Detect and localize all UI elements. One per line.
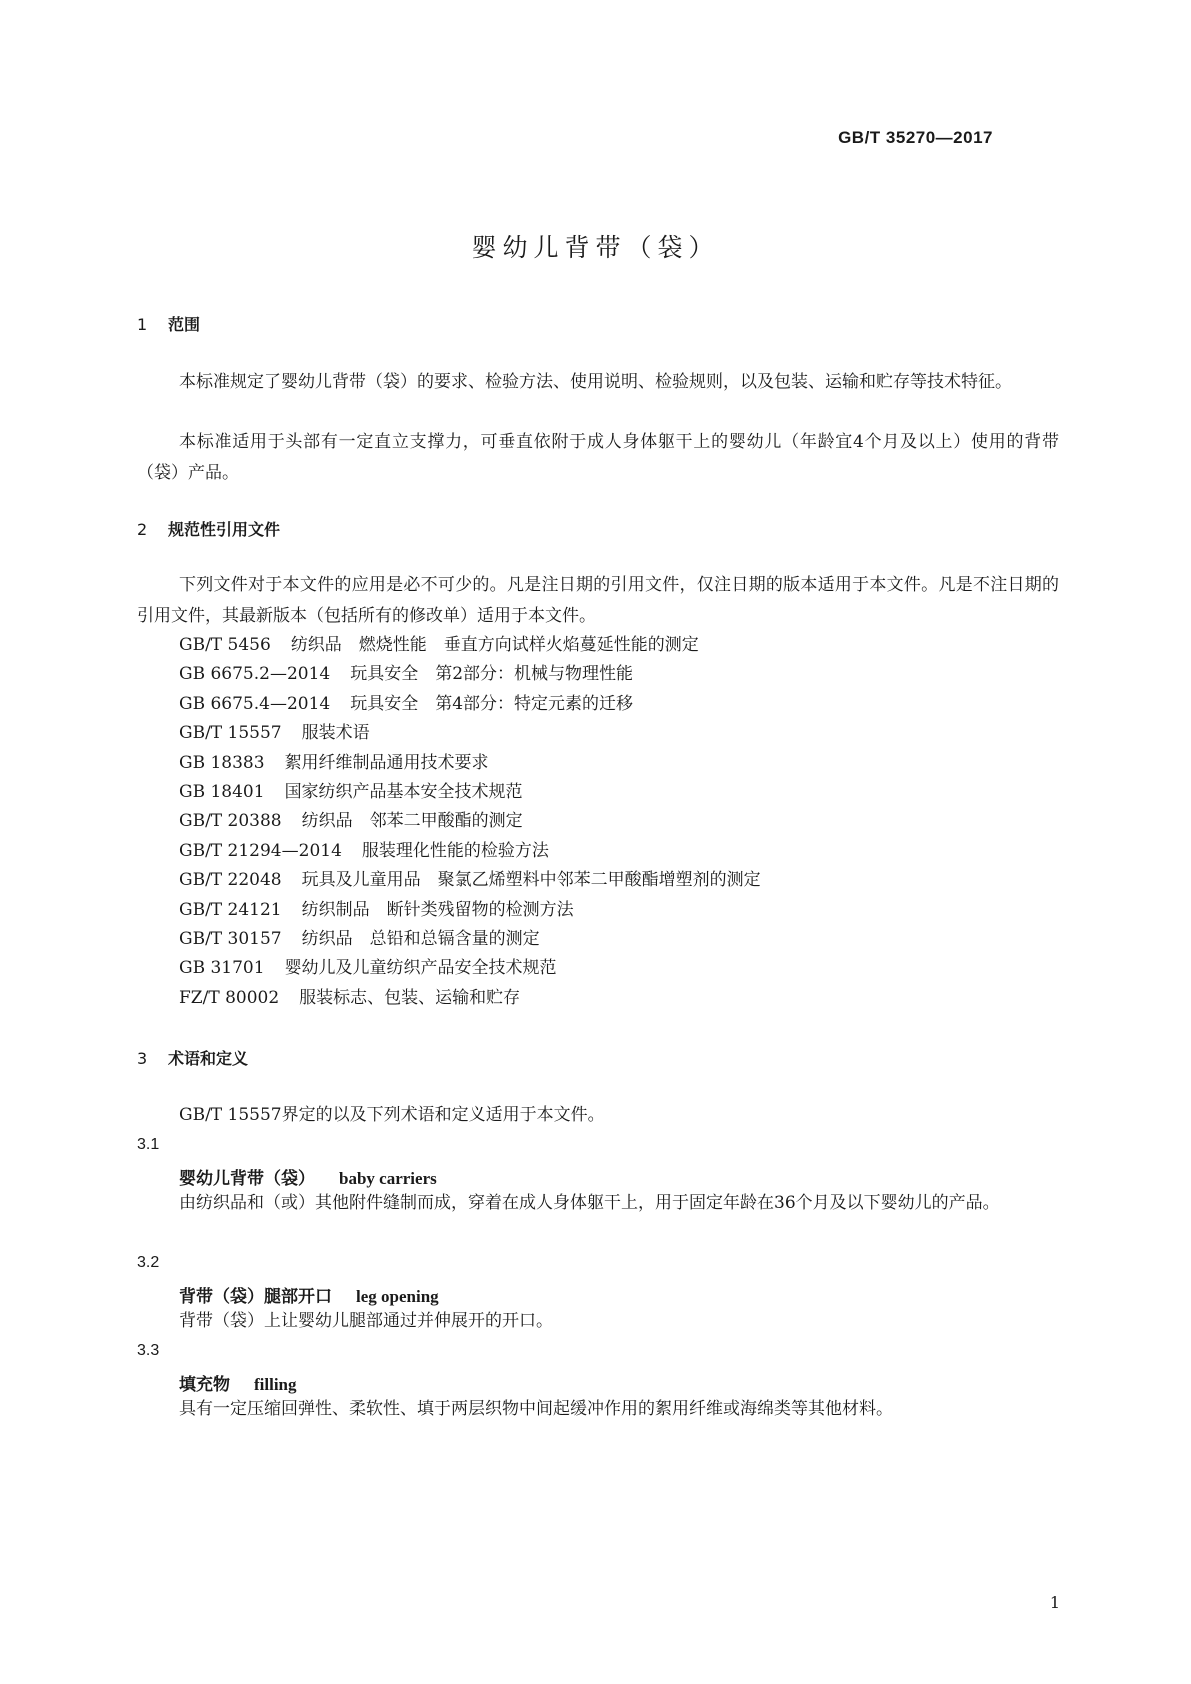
term-zh: 婴幼儿背带（袋）	[179, 1169, 315, 1189]
normative-intro: 下列文件对于本文件的应用是必不可少的。凡是注日期的引用文件，仅注日期的版本适用于本文件。凡是不注日期的引用文件，其最新版本（包括所有的修改单）适用于本文件。	[137, 575, 1059, 626]
term-heading	[179, 1164, 437, 1189]
reference-code: GB/T 22048	[179, 870, 282, 891]
section-number: 2	[137, 520, 148, 539]
reference-code: GB 31701	[179, 958, 265, 979]
term-definition: 由纺织品和（或）其他附件缝制而成，穿着在成人身体躯干上，用于固定年龄在36个月及以下婴幼儿的产品。	[179, 1193, 1000, 1213]
reference-item	[179, 924, 540, 949]
section-title: 规范性引用文件	[168, 520, 281, 539]
reference-code: GB/T 15557	[179, 723, 282, 744]
reference-title: 婴幼儿及儿童纺织产品安全技术规范	[284, 958, 557, 979]
standard-number: GB/T 35270—2017	[838, 128, 993, 147]
reference-title: 服装术语	[301, 723, 370, 744]
reference-title: 纺织品 总铅和总镉含量的测定	[301, 929, 540, 949]
reference-item	[179, 689, 633, 714]
scope-paragraph-2: 本标准适用于头部有一定直立支撑力，可垂直依附于成人身体躯干上的婴幼儿（年龄宜4个月及以上）使用的背带（袋）产品。	[137, 432, 1059, 483]
term-definition: 具有一定压缩回弹性、柔软性、填于两层织物中间起缓冲作用的絮用纤维或海绵类等其他材料。	[179, 1399, 893, 1419]
reference-title: 纺织品 燃烧性能 垂直方向试样火焰蔓延性能的测定	[290, 635, 699, 655]
term-heading	[179, 1370, 297, 1395]
term-en: filling	[254, 1375, 297, 1394]
term-number: 3.2	[137, 1254, 160, 1271]
reference-title: 玩具及儿童用品 聚氯乙烯塑料中邻苯二甲酸酯增塑剂的测定	[301, 870, 761, 891]
reference-item	[179, 718, 370, 743]
page-number: 1	[1049, 1593, 1060, 1612]
section-title: 术语和定义	[168, 1049, 249, 1068]
term-heading	[179, 1282, 439, 1307]
reference-title: 玩具安全 第4部分：特定元素的迁移	[350, 693, 634, 714]
reference-item	[179, 659, 633, 684]
reference-item	[179, 953, 557, 978]
terms-intro: GB/T 15557界定的以及下列术语和定义适用于本文件。	[179, 1105, 605, 1125]
section-2-heading	[137, 517, 280, 540]
reference-title: 纺织制品 断针类残留物的检测方法	[301, 899, 574, 920]
reference-item	[179, 748, 489, 773]
reference-code: GB/T 20388	[179, 811, 282, 832]
reference-code: GB 6675.2—2014	[179, 664, 331, 685]
reference-title: 服装标志、包装、运输和贮存	[299, 987, 521, 1008]
term-number: 3.3	[137, 1342, 160, 1359]
reference-code: GB/T 5456	[179, 635, 271, 655]
section-number: 1	[137, 315, 148, 334]
reference-code: GB/T 30157	[179, 929, 282, 949]
reference-code: GB 18401	[179, 782, 265, 802]
reference-item	[179, 836, 549, 861]
reference-code: GB 6675.4—2014	[179, 693, 331, 714]
term-zh: 背带（袋）腿部开口	[179, 1287, 332, 1307]
reference-code: GB 18383	[179, 752, 265, 773]
reference-title: 服装理化性能的检验方法	[361, 840, 549, 861]
reference-item	[179, 806, 523, 831]
section-3-heading	[137, 1046, 248, 1069]
section-number: 3	[137, 1049, 148, 1068]
term-definition: 背带（袋）上让婴幼儿腿部通过并伸展开的开口。	[179, 1311, 553, 1331]
reference-item	[179, 630, 699, 655]
scope-paragraph-1: 本标准规定了婴幼儿背带（袋）的要求、检验方法、使用说明、检验规则，以及包装、运输和贮存等技术特征。	[179, 372, 1012, 392]
reference-item	[179, 983, 520, 1008]
reference-title: 国家纺织产品基本安全技术规范	[284, 782, 523, 802]
reference-item	[179, 777, 523, 802]
reference-item	[179, 895, 574, 920]
term-en: leg opening	[356, 1287, 439, 1306]
reference-code: GB/T 21294—2014	[179, 840, 342, 861]
reference-title: 絮用纤维制品通用技术要求	[284, 752, 489, 773]
term-zh: 填充物	[179, 1375, 230, 1395]
document-title: 婴幼儿背带（袋）	[471, 233, 720, 262]
reference-item	[179, 865, 761, 890]
term-number: 3.1	[137, 1136, 160, 1153]
reference-code: GB/T 24121	[179, 899, 282, 920]
reference-title: 玩具安全 第2部分：机械与物理性能	[350, 664, 634, 685]
term-en: baby carriers	[339, 1169, 437, 1188]
section-1-heading	[137, 312, 200, 335]
section-title: 范围	[168, 315, 201, 334]
reference-title: 纺织品 邻苯二甲酸酯的测定	[301, 811, 523, 832]
reference-code: FZ/T 80002	[179, 987, 280, 1008]
